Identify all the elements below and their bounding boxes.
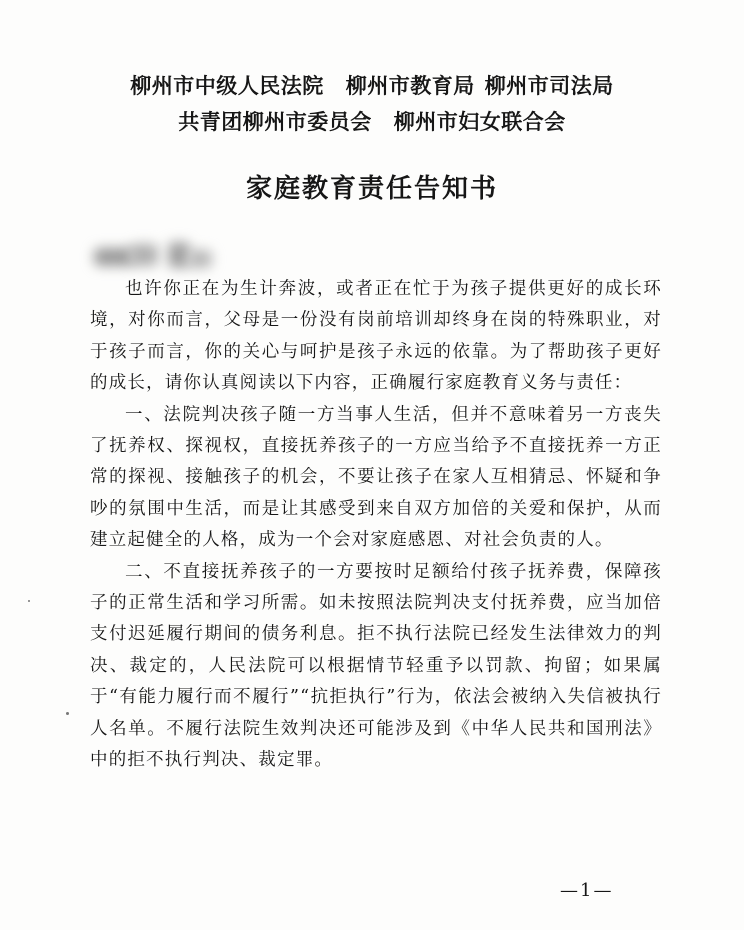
issuer-intermediate-court: 柳州市中级人民法院 xyxy=(130,74,324,98)
issuer-womens-federation: 柳州市妇女联合会 xyxy=(393,110,566,134)
scan-speck xyxy=(66,712,69,715)
document-title: 家庭教育责任告知书 xyxy=(245,174,498,204)
issuers-line-2 xyxy=(0,104,744,140)
document-body xyxy=(90,274,662,777)
paragraph-item-2: 二、不直接抚养孩子的一方要按时足额给付孩子抚养费，保障孩子的正常生活和学习所需。如未按照法院判决支付抚养费，应当加倍支付迟延履行期间的债务利息。拒不执行法院已经发生法律效力的判决、裁定的，人民法院可以根据情节轻重予以罚款、拘留；如果属于“有能力履行而不履行”“抗拒执行”行为，依法会被纳入失信被执行人名单。不履行法院生效判决还可能涉及到《中华人民共和国刑法》中的拒不执行判决、裁定罪。 xyxy=(90,561,662,771)
issuing-authorities xyxy=(0,68,744,140)
issuer-justice-bureau: 柳州市司法局 xyxy=(484,74,614,98)
issuer-youth-league: 共青团柳州市委员会 xyxy=(178,110,372,134)
scan-speck xyxy=(28,600,30,602)
issuer-education-bureau: 柳州市教育局 xyxy=(345,74,475,98)
page-number: —1— xyxy=(560,880,614,901)
issuers-line-1 xyxy=(0,68,744,104)
paragraph-item-1: 一、法院判决孩子随一方当事人生活，但并不意味着另一方丧失了抚养权、探视权，直接抚养孩子的一方应当给予不直接抚养一方正常的探视、接触孩子的机会，不要让孩子在家人互相猜忌、怀疑和争吵的氛围中生活，而是让其感受到来自双方加倍的关爱和保护，从而建立起健全的人格，成为一个会对家庭感恩、对社会负责的人。 xyxy=(90,404,662,551)
paragraph-intro: 也许你正在为生计奔波，或者正在忙于为孩子提供更好的成长环境，对你而言，父母是一份没有岗前培训却终身在岗的特殊职业，对于孩子而言，你的关心与呵护是孩子永远的依靠。为了帮助孩子更好的成长，请你认真阅读以下内容，正确履行家庭教育义务与责任： xyxy=(90,279,662,394)
redacted-addressee xyxy=(88,238,218,272)
